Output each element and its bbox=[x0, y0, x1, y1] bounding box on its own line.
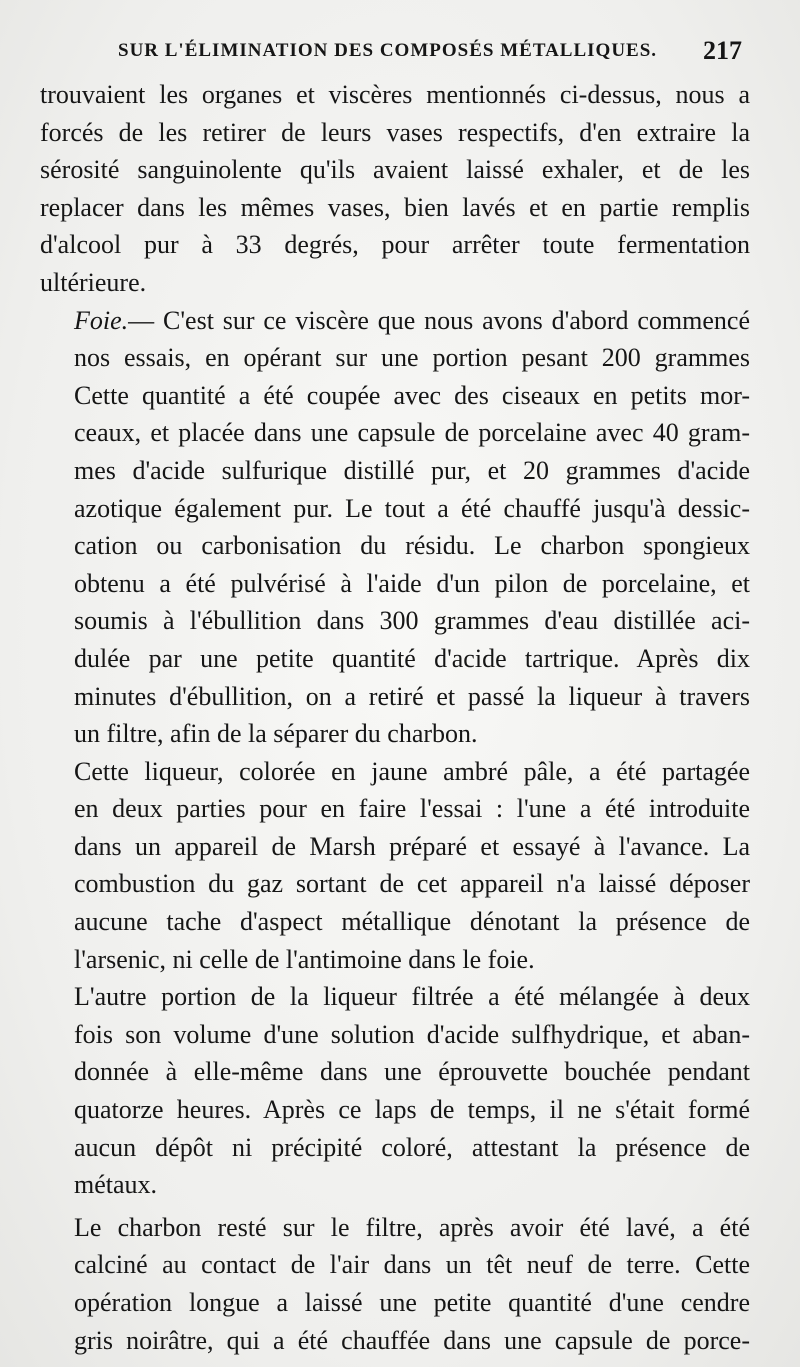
page-number: 217 bbox=[703, 36, 742, 65]
text-line: replacer dans les mêmes vases, bien lavés et en partie remplis bbox=[40, 192, 750, 222]
text-line: aucun dépôt ni précipité coloré, attestant la présence de bbox=[74, 1132, 750, 1162]
section-lead-text: — C'est sur ce viscère que nous avons d'abord commencé bbox=[128, 305, 750, 335]
text-line: en deux parties pour en faire l'essai : l'une a été introduite bbox=[74, 794, 750, 824]
text-line: fois son volume d'une solution d'acide sulfhydrique, et aban- bbox=[74, 1019, 750, 1049]
paragraph-5 bbox=[40, 1209, 750, 1359]
text-line: azotique également pur. Le tout a été chauffé jusqu'à dessic- bbox=[74, 493, 750, 523]
text-line: d'alcool pur à 33 degrés, pour arrêter toute fermentation bbox=[40, 230, 750, 260]
text-line: gris noirâtre, qui a été chauffée dans une capsule de porce- bbox=[74, 1325, 750, 1355]
text-line: obtenu a été pulvérisé à l'aide d'un pilon de porcelaine, et bbox=[74, 568, 750, 598]
text-line-lead bbox=[40, 302, 750, 340]
text-line: donnée à elle-même dans une éprouvette bouchée pendant bbox=[74, 1057, 750, 1087]
running-head: SUR L'ÉLIMINATION DES COMPOSÉS MÉTALLIQUES. bbox=[118, 40, 658, 61]
text-line: sérosité sanguinolente qu'ils avaient laissé exhaler, et de les bbox=[40, 155, 750, 185]
paragraph-3 bbox=[40, 753, 750, 979]
text-line: Cette quantité a été coupée avec des ciseaux en petits mor- bbox=[74, 380, 750, 410]
text-line: dulée par une petite quantité d'acide tartrique. Après dix bbox=[74, 643, 750, 673]
text-line: un filtre, afin de la séparer du charbon. bbox=[74, 719, 478, 749]
section-lead-italic: Foie. bbox=[74, 305, 129, 335]
text-line: soumis à l'ébullition dans 300 grammes d'eau distillée aci- bbox=[74, 606, 750, 636]
text-line: l'arsenic, ni celle de l'antimoine dans le foie. bbox=[74, 944, 535, 974]
text-line: Cette liqueur, colorée en jaune ambré pâle, a été partagée bbox=[74, 756, 750, 786]
text-line: ceaux, et placée dans une capsule de porcelaine avec 40 gram- bbox=[74, 418, 750, 448]
text-line: dans un appareil de Marsh préparé et essayé à l'avance. La bbox=[74, 831, 750, 861]
text-line: ultérieure. bbox=[40, 267, 147, 297]
text-line: trouvaient les organes et viscères mentionnés ci-dessus, nous a bbox=[40, 80, 750, 109]
text-line: combustion du gaz sortant de cet appareil n'a laissé déposer bbox=[74, 869, 750, 899]
text-line: Le charbon resté sur le filtre, après avoir été lavé, a été bbox=[74, 1212, 750, 1242]
paragraph-4 bbox=[40, 978, 750, 1204]
text-line: opération longue a laissé une petite quantité d'une cendre bbox=[74, 1288, 750, 1317]
text-line: minutes d'ébullition, on a retiré et passé la liqueur à travers bbox=[74, 681, 750, 711]
body-text bbox=[40, 76, 750, 1359]
text-line: cation ou carbonisation du résidu. Le charbon spongieux bbox=[74, 531, 750, 561]
page-header bbox=[118, 36, 742, 76]
paragraph-1 bbox=[40, 76, 750, 302]
text-line: L'autre portion de la liqueur filtrée a été mélangée à deux bbox=[74, 982, 750, 1012]
text-line: forcés de les retirer de leurs vases respectifs, d'en extraire la bbox=[40, 117, 750, 147]
text-line: nos essais, en opérant sur une portion pesant 200 grammes bbox=[74, 343, 750, 373]
text-line: calciné au contact de l'air dans un têt neuf de terre. Cette bbox=[74, 1250, 750, 1280]
paragraph-2 bbox=[40, 302, 750, 753]
text-line: quatorze heures. Après ce laps de temps, il ne s'était formé bbox=[74, 1095, 750, 1125]
text-line: métaux. bbox=[74, 1170, 158, 1200]
text-line: aucune tache d'aspect métallique dénotant la présence de bbox=[74, 907, 750, 937]
text-line: mes d'acide sulfurique distillé pur, et 20 grammes d'acide bbox=[74, 455, 750, 485]
